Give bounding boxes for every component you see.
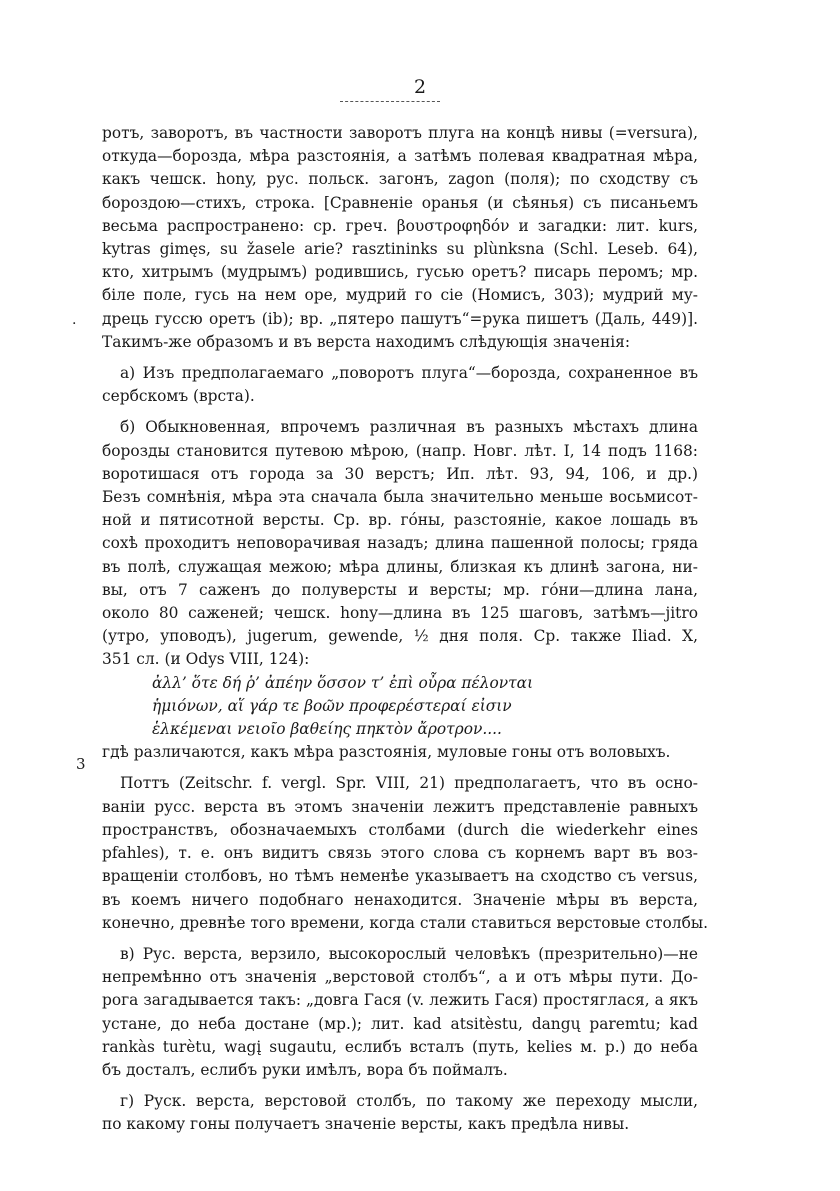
text-line: конечно, древнѣе того времени, когда стали ставиться верстовые столбы. <box>102 913 708 932</box>
text-line: устане, до неба достане (мр.); лит. kad atsitèstu, dangų paremtu; kad <box>102 1014 698 1033</box>
greek-quote-line: ἡμιόνων, αἵ γάρ τε βοῶν προφερέστεραί εἰσιν <box>152 696 512 715</box>
text-line: Поттъ (Zeitschr. f. vergl. Spr. VIII, 21) предполагаетъ, что въ осно- <box>120 774 698 793</box>
text-line: в) Рус. верста, верзило, высокорослый человѣкъ (презрительно)—не <box>120 944 698 963</box>
text-line: вы, отъ 7 саженъ до полуверсты и версты; мр. гóни—длина лана, <box>102 580 698 599</box>
text-line: рога загадывается такъ: „довга Гася (v. лежить Гася) простяглася, а якъ <box>102 991 698 1010</box>
text-line: сохѣ проходитъ неповорачивая назадъ; длина пашенной полосы; гряда <box>102 534 698 553</box>
text-line: kytras gimęs, su žasele arie? rasztininks su plùnksna (Schl. Leseb. 64), <box>102 240 698 259</box>
text-line: ной и пятисотной версты. Ср. вр. гóны, разстояніе, какое лошадь въ <box>102 511 698 530</box>
text-line: кто, хитрымъ (мудрымъ) родившись, гусью оретъ? писарь перомъ; мр. <box>102 263 698 282</box>
body-text <box>102 122 708 1137</box>
text-line: откуда—борозда, мѣра разстоянія, а затѣмъ полевая квадратная мѣра, <box>102 147 698 166</box>
text-line: борозды становится путевою мѣрою, (напр. Новг. лѣт. I, 14 подъ 1168: <box>102 441 698 460</box>
text-line: pfahles), т. е. онъ видитъ связь этого слова съ корнемъ варт въ воз- <box>102 844 698 863</box>
text-line: пространствъ, обозначаемыхъ столбами (durch die wiederkehr eines <box>102 820 698 839</box>
text-line: бъ досталъ, еслибъ руки имѣлъ, вора бъ поймалъ. <box>102 1060 508 1079</box>
text-line: г) Руск. верста, верстовой столбъ, по такому же переходу мысли, <box>120 1092 698 1111</box>
text-line: вращеніи столбовъ, но тѣмъ неменѣе указываетъ на сходство съ versus, <box>102 867 698 886</box>
text-line: непремѣнно отъ значенія „верстовой столбъ“, а и отъ мѣры пути. До- <box>102 968 698 987</box>
margin-mark: . <box>72 312 77 328</box>
text-line: 351 сл. (и Odys VIII, 124): <box>102 650 310 669</box>
text-line: въ полѣ, служащая межою; мѣра длины, близкая къ длинѣ загона, ни- <box>102 557 698 576</box>
text-line: Такимъ-же образомъ и въ верста находимъ слѣдующія значенія: <box>102 332 631 351</box>
text-line: а) Изъ предполагаемаго „поворотъ плуга“—борозда, сохраненное въ <box>120 364 698 383</box>
text-line: дрець гуссю оретъ (ib); вр. „пятеро пашутъ“=рука пишетъ (Даль, 449)]. <box>102 309 698 328</box>
text-line: бороздою—стихъ, строка. [Сравненіе оранья (и сѣянья) съ писаньемъ <box>102 193 698 212</box>
greek-quote-line: ἀλλ’ ὅτε δή ῥ’ ἀπέην ὅσσον τ’ ἐπὶ οὖρα πέλονται <box>152 673 534 692</box>
margin-number: 3 <box>76 755 86 773</box>
text-line: какъ чешск. hony, рус. польск. загонъ, zagon (поля); по сходству съ <box>102 170 698 189</box>
text-line: (утро, уповодъ), jugerum, gewende, ½ дня поля. Ср. также Iliad. X, <box>102 627 698 646</box>
text-line: rankàs turètu, wagį sugautu, еслибъ всталъ (путь, kelies м. р.) до неба <box>102 1037 698 1056</box>
header-rule <box>340 101 440 102</box>
text-line: б) Обыкновенная, впрочемъ различная въ разныхъ мѣстахъ длина <box>120 418 698 437</box>
text-line: около 80 саженей; чешск. hony—длина въ 125 шаговъ, затѣмъ—jitro <box>102 604 698 623</box>
text-line: біле поле, гусь на нем оре, мудрий го сіе (Номисъ, 303); мудрий му- <box>102 286 698 305</box>
greek-quote-line: ἑλκέμεναι νειοῖο βαθείης πηκτὸν ἄροτρον.... <box>152 720 502 739</box>
page-number: 2 <box>413 76 427 98</box>
text-line: воротишася отъ города за 30 верстъ; Ип. лѣт. 93, 94, 106, и др.) <box>102 464 698 483</box>
text-line: сербскомъ (врста). <box>102 387 255 406</box>
text-line: ваніи русс. верста въ этомъ значеніи лежитъ представленіе равныхъ <box>102 797 698 816</box>
text-line: гдѣ различаются, какъ мѣра разстоянія, муловые гоны отъ воловыхъ. <box>102 743 671 762</box>
text-line: Безъ сомнѣнія, мѣра эта сначала была значительно меньше восьмисот- <box>102 488 698 507</box>
text-line: ротъ, заворотъ, въ частности заворотъ плуга на концѣ нивы (=versura), <box>102 124 698 142</box>
text-line: въ коемъ ничего подобнаго ненаходится. Значеніе мѣры въ верста, <box>102 890 698 909</box>
text-line: по какому гоны получаетъ значеніе версты, какъ предѣла нивы. <box>102 1115 630 1134</box>
text-line: весьма распространено: ср. греч. βουστροφηδόν и загадки: лит. kurs, <box>102 216 698 235</box>
